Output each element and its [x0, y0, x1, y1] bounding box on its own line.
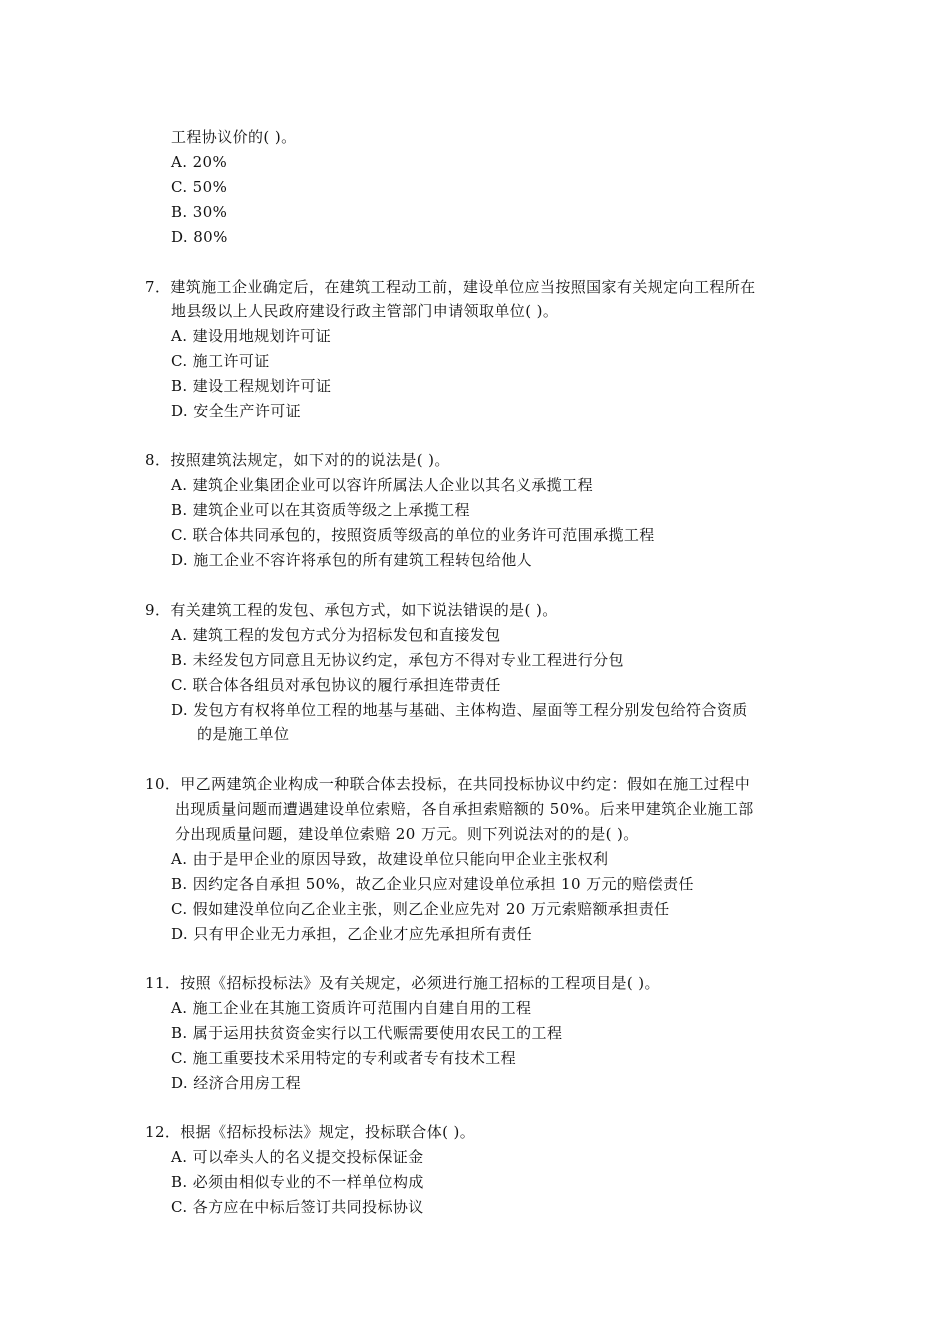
question-10-stem-continuation-2: 分出现质量问题，建设单位索赔 20 万元。则下列说法对的的是( )。	[175, 825, 639, 843]
question-12-stem: 12．根据《招标投标法》规定，投标联合体( )。	[145, 1123, 476, 1141]
question-7-option-a: A. 建设用地规划许可证	[171, 327, 332, 345]
question-10-option-a: A. 由于是甲企业的原因导致，故建设单位只能向甲企业主张权利	[171, 850, 609, 868]
question-10-option-c: C. 假如建没单位向乙企业主张，则乙企业应先对 20 万元索赔额承担责任	[171, 900, 670, 918]
question-6-option-a: A. 20%	[171, 153, 228, 171]
question-7-option-c: C. 施工许可证	[171, 352, 270, 370]
question-8-option-c: C. 联合体共同承包的，按照资质等级高的单位的业务许可范围承揽工程	[171, 526, 655, 544]
question-12-option-b: B. 必须由相似专业的不一样单位构成	[171, 1173, 424, 1191]
question-10-option-d: D. 只有甲企业无力承担，乙企业才应先承担所有责任	[171, 925, 533, 943]
question-7-option-b: B. 建设工程规划许可证	[171, 377, 332, 395]
question-8-option-d: D. 施工企业不容许将承包的所有建筑工程转包给他人	[171, 551, 533, 569]
question-9-option-b: B. 未经发包方同意且无协议约定，承包方不得对专业工程进行分包	[171, 651, 624, 669]
question-11-option-c: C. 施工重要技术采用特定的专利或者专有技术工程	[171, 1049, 517, 1067]
question-10-stem: 10．甲乙两建筑企业构成一种联合体去投标，在共同投标协议中约定：假如在施工过程中	[145, 775, 751, 793]
question-12-option-c: C. 各方应在中标后签订共同投标协议	[171, 1198, 424, 1216]
question-11-stem: 11．按照《招标投标法》及有关规定，必须进行施工招标的工程项目是( )。	[145, 974, 660, 992]
question-11-option-b: B. 属于运用扶贫资金实行以工代赈需要使用农民工的工程	[171, 1024, 563, 1042]
question-8-option-a: A. 建筑企业集团企业可以容许所属法人企业以其名义承揽工程	[171, 476, 593, 494]
question-6-stem-continuation: 工程协议价的( )。	[171, 128, 297, 146]
question-11-option-a: A. 施工企业在其施工资质许可范围内自建自用的工程	[171, 999, 532, 1017]
question-7-stem-continuation: 地县级以上人民政府建设行政主管部门申请领取单位( )。	[171, 302, 559, 320]
question-12-option-a: A. 可以牵头人的名义提交投标保证金	[171, 1148, 424, 1166]
question-10-stem-continuation-1: 出现质量问题而遭遇建设单位索赔，各自承担索赔额的 50%。后来甲建筑企业施工部	[175, 800, 754, 818]
question-6-option-d: D. 80%	[171, 228, 228, 246]
question-8-option-b: B. 建筑企业可以在其资质等级之上承揽工程	[171, 501, 470, 519]
question-9-option-a: A. 建筑工程的发包方式分为招标发包和直接发包	[171, 626, 501, 644]
question-8-stem: 8．按照建筑法规定，如下对的的说法是( )。	[145, 451, 450, 469]
question-9-stem: 9．有关建筑工程的发包、承包方式，如下说法错误的是( )。	[145, 601, 558, 619]
question-6-option-b: B. 30%	[171, 203, 228, 221]
question-9-option-d-continuation: 的是施工单位	[197, 725, 290, 743]
question-10-option-b: B. 因约定各自承担 50%，故乙企业只应对建设单位承担 10 万元的赔偿责任	[171, 875, 694, 893]
question-6-option-c: C. 50%	[171, 178, 228, 196]
question-7-stem: 7．建筑施工企业确定后，在建筑工程动工前，建设单位应当按照国家有关规定向工程所在	[145, 278, 756, 296]
question-9-option-d: D. 发包方有权将单位工程的地基与基础、主体构造、屋面等工程分别发包给符合资质	[171, 701, 748, 719]
question-9-option-c: C. 联合体各组员对承包协议的履行承担连带责任	[171, 676, 501, 694]
question-11-option-d: D. 经济合用房工程	[171, 1074, 302, 1092]
question-7-option-d: D. 安全生产许可证	[171, 402, 302, 420]
